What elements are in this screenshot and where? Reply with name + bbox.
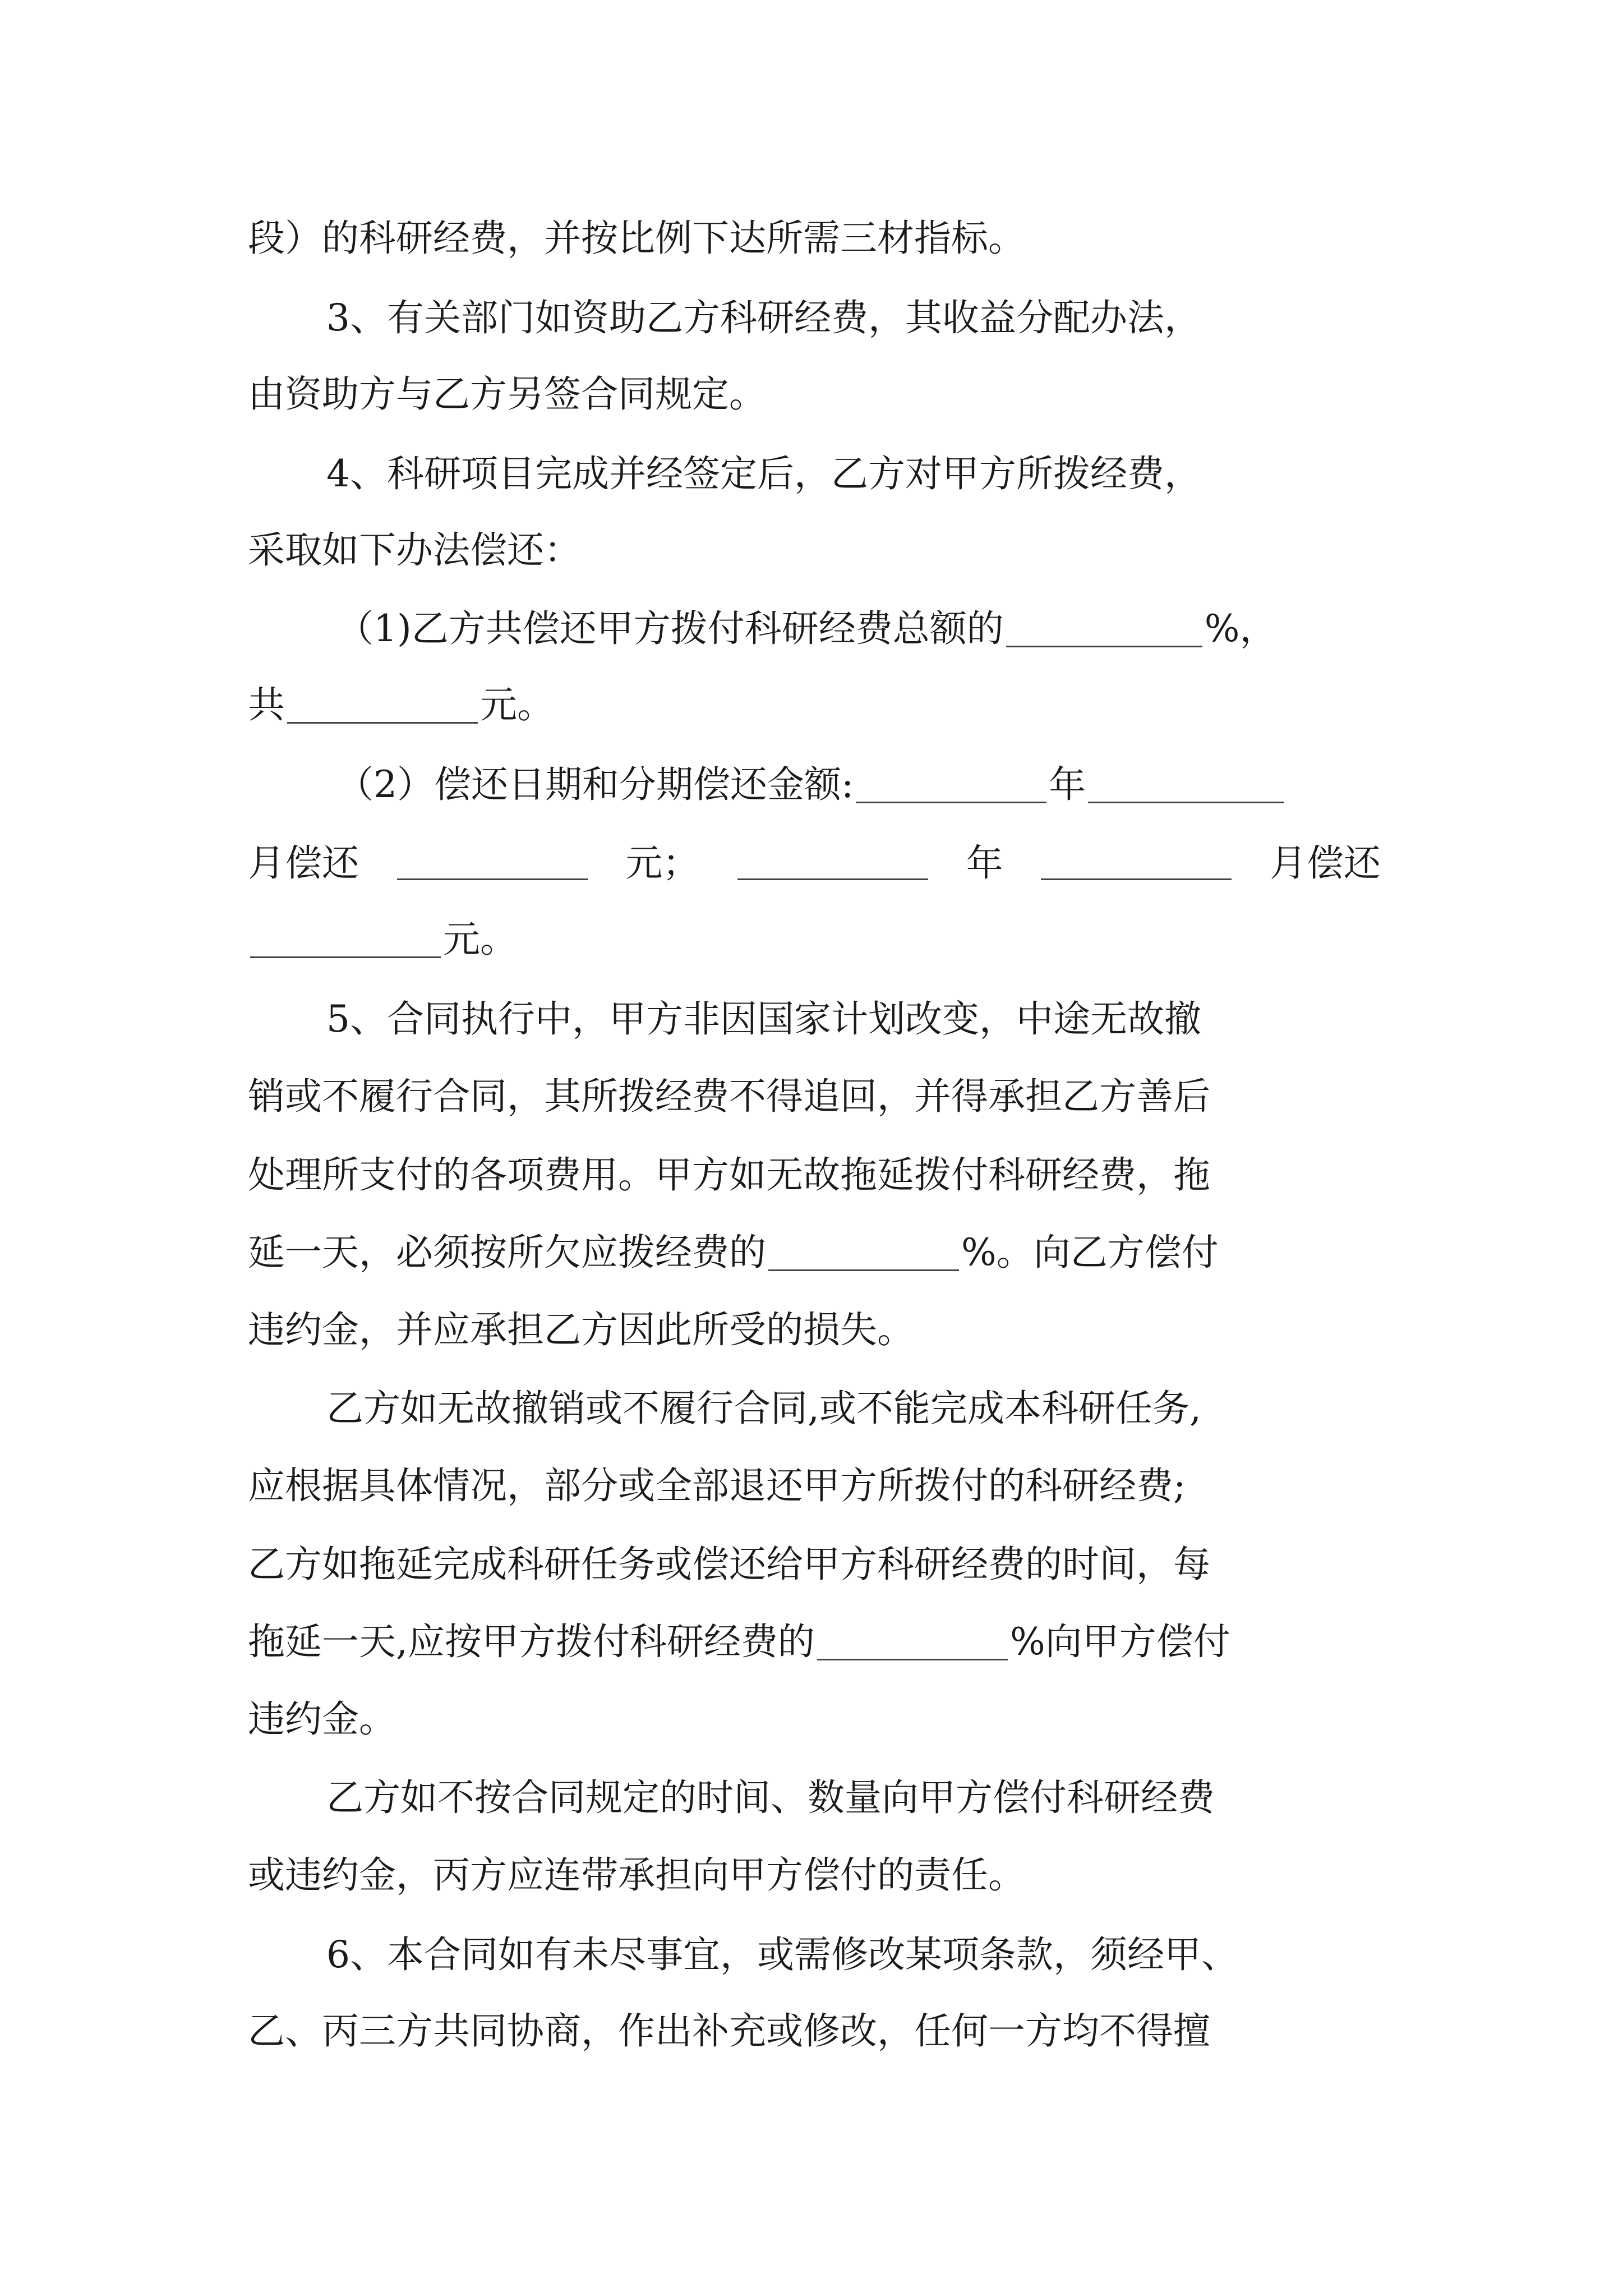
yuan-suffix: 元。 <box>480 683 554 726</box>
year-blank[interactable] <box>737 845 928 880</box>
text-line: 由资助方与乙方另签合同规定。 <box>248 372 766 416</box>
text-line <box>248 841 1381 890</box>
repayment-total-label: （1)乙方共偿还甲方拨付科研经费总额的 <box>336 607 1004 650</box>
text-line: 3、有关部门如资助乙方科研经费，其收益分配办法， <box>326 296 1201 339</box>
delay-penalty-label: 延一天，必须按所欠应拨经费的 <box>248 1231 766 1274</box>
percent-blank[interactable] <box>817 1625 1008 1660</box>
text-line: 采取如下办法偿还： <box>248 528 581 572</box>
text-line: 违约金，并应承担乙方因此所受的损失。 <box>248 1308 914 1351</box>
month-blank[interactable] <box>1041 845 1232 880</box>
text-line: 乙方如拖延完成科研任务或偿还给甲方科研经费的时间，每 <box>248 1543 1210 1586</box>
text-line: 乙方如无故撤销或不履行合同,或不能完成本科研任务, <box>326 1387 1201 1430</box>
month-blank[interactable] <box>1088 768 1284 803</box>
text-line: 4、科研项目完成并经签定后，乙方对甲方所拨经费， <box>326 452 1201 495</box>
month-repay-label: 月偿还 <box>248 841 359 885</box>
text-line <box>336 763 1469 811</box>
yuan-suffix: 元。 <box>443 918 517 961</box>
amount-blank[interactable] <box>397 845 588 880</box>
text-line: 段）的科研经费，并按比例下达所需三材指标。 <box>248 217 1025 260</box>
text-line: 或违约金，丙方应连带承担向甲方偿付的责任。 <box>248 1853 1025 1897</box>
year-label: 年 <box>1049 763 1086 806</box>
repayment-schedule-label: （2）偿还日期和分期偿还金额: <box>336 763 854 806</box>
text-line: 违约金。 <box>248 1697 396 1741</box>
year-blank[interactable] <box>856 768 1046 803</box>
text-line: 乙方如不按合同规定的时间、数量向甲方偿付科研经费 <box>326 1776 1215 1819</box>
text-line: 乙、丙三方共同协商，作出补充或修改，任何一方均不得擅 <box>248 2009 1210 2053</box>
text-line: 销或不履行合同，其所拨经费不得追回，并得承担乙方善后 <box>248 1075 1210 1118</box>
amount-blank[interactable] <box>250 923 441 958</box>
delay-penalty-label: 拖延一天,应按甲方拨付科研经费的 <box>248 1620 815 1663</box>
text-line: 6、本合同如有未尽事宜，或需修改某项条款，须经甲、 <box>326 1933 1238 1976</box>
text-line: 5、合同执行中，甲方非因国家计划改变，中途无故撤 <box>326 997 1201 1041</box>
percent-blank[interactable] <box>768 1236 959 1271</box>
percent-blank[interactable] <box>1006 612 1202 647</box>
month-repay-label: 月偿还 <box>1269 841 1381 885</box>
total-prefix: 共 <box>248 683 285 726</box>
percent-sign: %， <box>1204 607 1277 650</box>
text-line <box>336 607 1469 655</box>
text-line <box>248 683 1381 731</box>
text-line <box>248 1231 1381 1279</box>
amount-blank[interactable] <box>287 688 478 724</box>
yuan-label: 元； <box>625 841 700 885</box>
text-line <box>248 918 1381 966</box>
penalty-suffix: %。向乙方偿付 <box>961 1231 1219 1274</box>
text-line: 处理所支付的各项费用。甲方如无故拖延拨付科研经费，拖 <box>248 1153 1210 1197</box>
penalty-suffix: %向甲方偿付 <box>1009 1620 1230 1663</box>
text-line <box>248 1620 1381 1668</box>
text-line: 应根据具体情况，部分或全部退还甲方所拨付的科研经费; <box>248 1464 1186 1507</box>
year-label: 年 <box>966 841 1003 885</box>
